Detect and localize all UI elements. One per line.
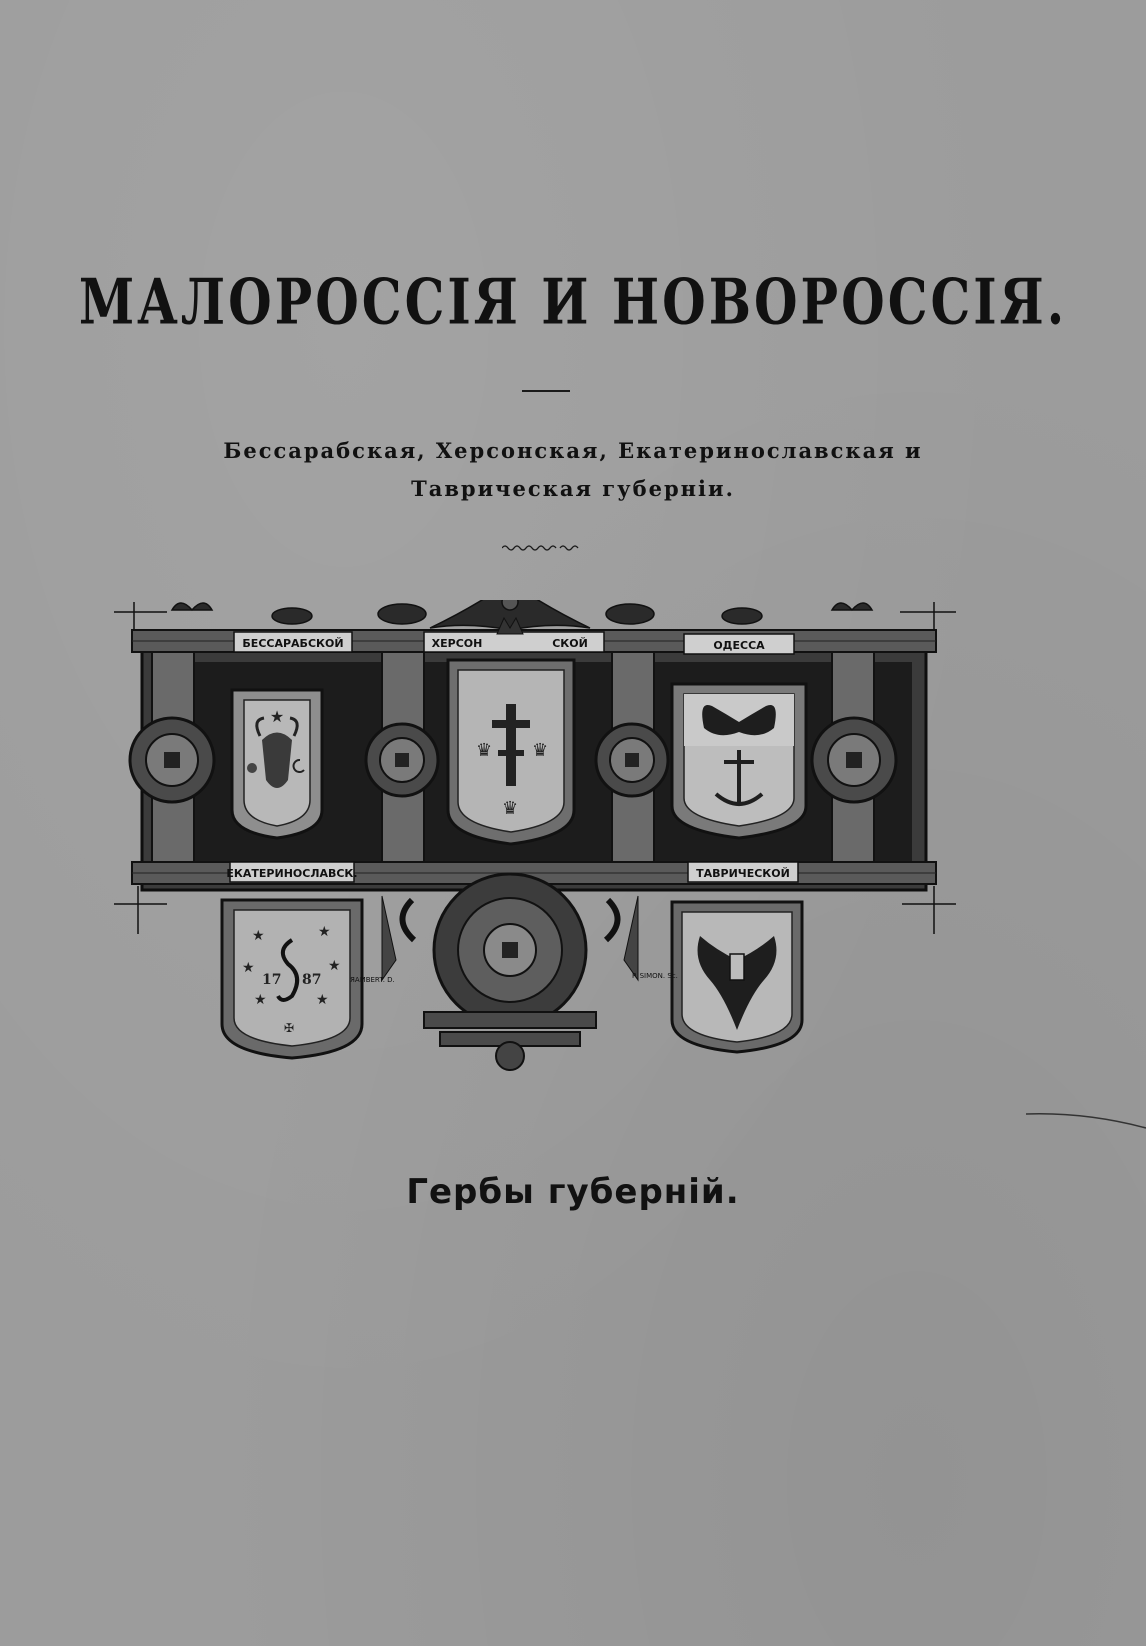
arms-year-right: 87 [302,972,322,988]
star-icon: ★ [254,992,267,1008]
star-icon: ★ [328,958,341,974]
banner-kherson-right: СКОЙ [552,637,588,650]
subtitle [0,432,1146,508]
subtitle-line-1: Бессарабская, Херсонская, Екатеринославская и [223,438,923,463]
paper-crease [1026,1106,1146,1136]
star-icon: ★ [242,960,255,976]
ornamental-squiggle [502,544,580,552]
subtitle-line-2: Таврическая губерніи. [411,476,735,501]
shield-kherson [448,660,574,844]
arms-year-left: 17 [262,972,282,988]
title-divider [522,390,570,392]
printer-signature: P. SIMON. Sc. [632,972,678,980]
star-icon: ★ [252,928,265,944]
page-title: МАЛОРОССІЯ И НОВОРОССІЯ. [78,264,1068,339]
coats-of-arms-plate [112,600,958,1122]
banner-bessarabia: БЕССАРАБСКОЙ [242,637,344,650]
center-pendant-ornament [382,874,638,1070]
top-banners [234,618,794,654]
crest-ornament [172,600,872,630]
engraver-signature: ЯAMBERT. D. [350,976,395,984]
shield-odessa [672,684,806,838]
shield-tauride [672,902,802,1052]
crown-icon: ♛ [476,740,493,761]
shield-ekaterinoslav [222,900,362,1058]
crown-icon: ♛ [532,740,549,761]
crown-icon: ♛ [502,798,519,819]
star-icon: ★ [269,707,285,726]
plate-caption: Гербы губерній. [406,1172,740,1212]
banner-odessa: ОДЕССА [713,639,765,652]
banner-ekaterinoslav: ЕКАТЕРИНОСЛАВСК. [226,867,358,880]
banner-kherson-left: ХЕРСОН [431,637,483,650]
shield-bessarabia [232,690,322,838]
banner-tauride: ТАВРИЧЕСКОЙ [696,867,790,880]
star-icon: ★ [316,992,329,1008]
star-icon: ★ [318,924,331,940]
cross-icon: ✠ [284,1021,295,1035]
